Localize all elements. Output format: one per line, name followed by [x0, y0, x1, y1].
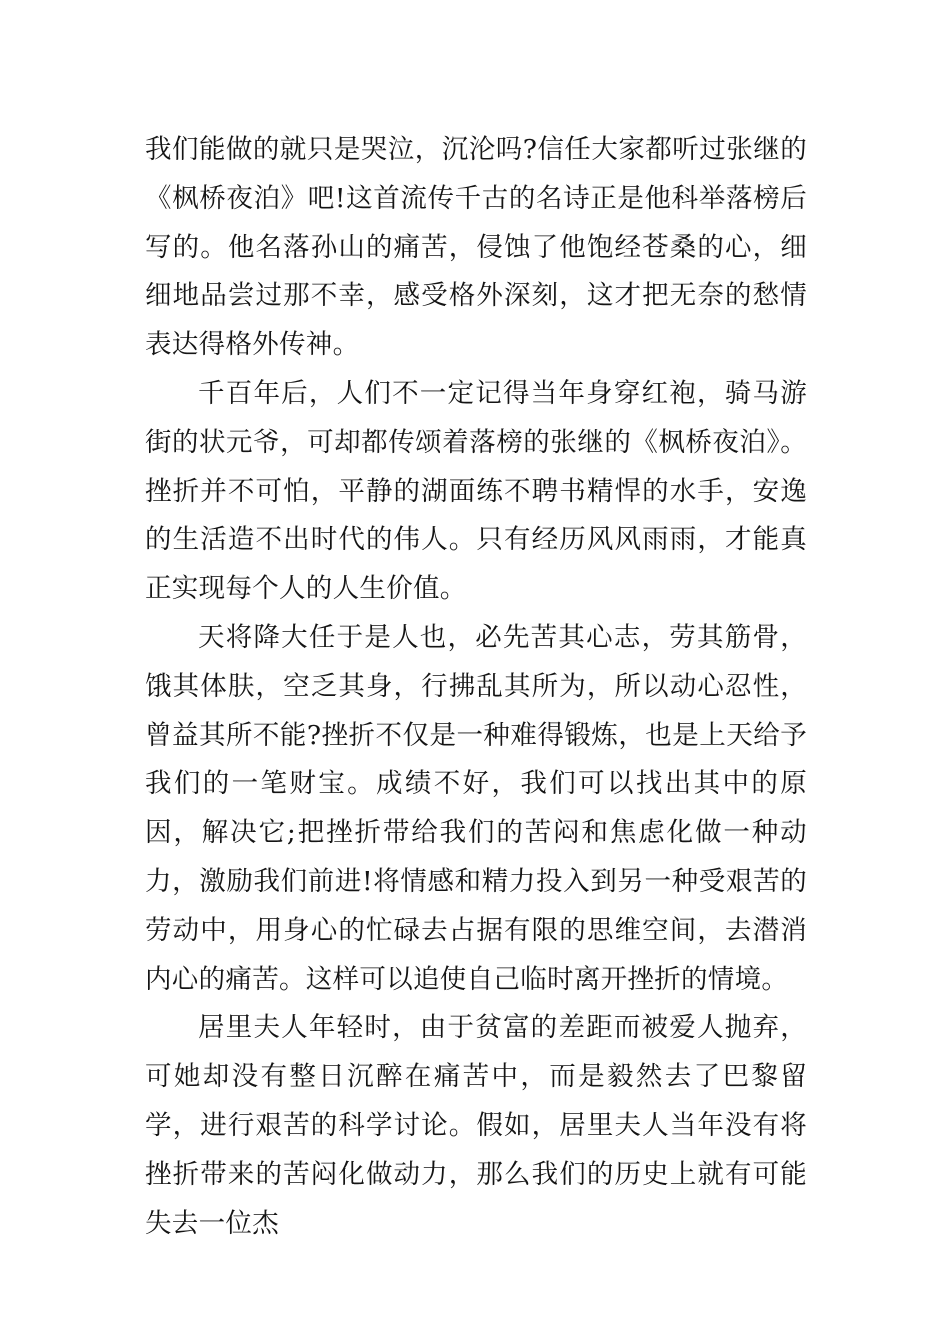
paragraph-4: 居里夫人年轻时，由于贫富的差距而被爱人抛弃，可她却没有整日沉醉在痛苦中，而是毅然去了巴黎留学，进行艰苦的科学讨论。假如，居里夫人当年没有将挫折带来的苦闷化做动力，那么我们的历史上就有可能失去一位杰	[145, 1012, 807, 1239]
document-body	[145, 126, 807, 1248]
paragraph-3: 天将降大任于是人也，必先苦其心志，劳其筋骨，饿其体肤，空乏其身，行拂乱其所为，所以动心忍性，曾益其所不能?挫折不仅是一种难得锻炼，也是上天给予我们的一笔财宝。成绩不好，我们可以找出其中的原因，解决它;把挫折带给我们的苦闷和焦虑化做一种动力，激励我们前进!将情感和精力投入到另一种受艰苦的劳动中，用身心的忙碌去占据有限的思维空间，去潜消内心的痛苦。这样可以追使自己临时离开挫折的情境。	[145, 621, 807, 995]
paragraph-2: 千百年后，人们不一定记得当年身穿红袍，骑马游街的状元爷，可却都传颂着落榜的张继的《枫桥夜泊》。挫折并不可怕，平静的湖面练不聘书精悍的水手，安逸的生活造不出时代的伟人。只有经历风风雨雨，才能真正实现每个人的人生价值。	[145, 377, 807, 605]
paragraph-1: 我们能做的就只是哭泣，沉沦吗?信任大家都听过张继的《枫桥夜泊》吧!这首流传千古的名诗正是他科举落榜后写的。他名落孙山的痛苦，侵蚀了他饱经苍桑的心，细细地品尝过那不幸，感受格外深刻，这才把无奈的愁情表达得格外传神。	[145, 134, 807, 361]
